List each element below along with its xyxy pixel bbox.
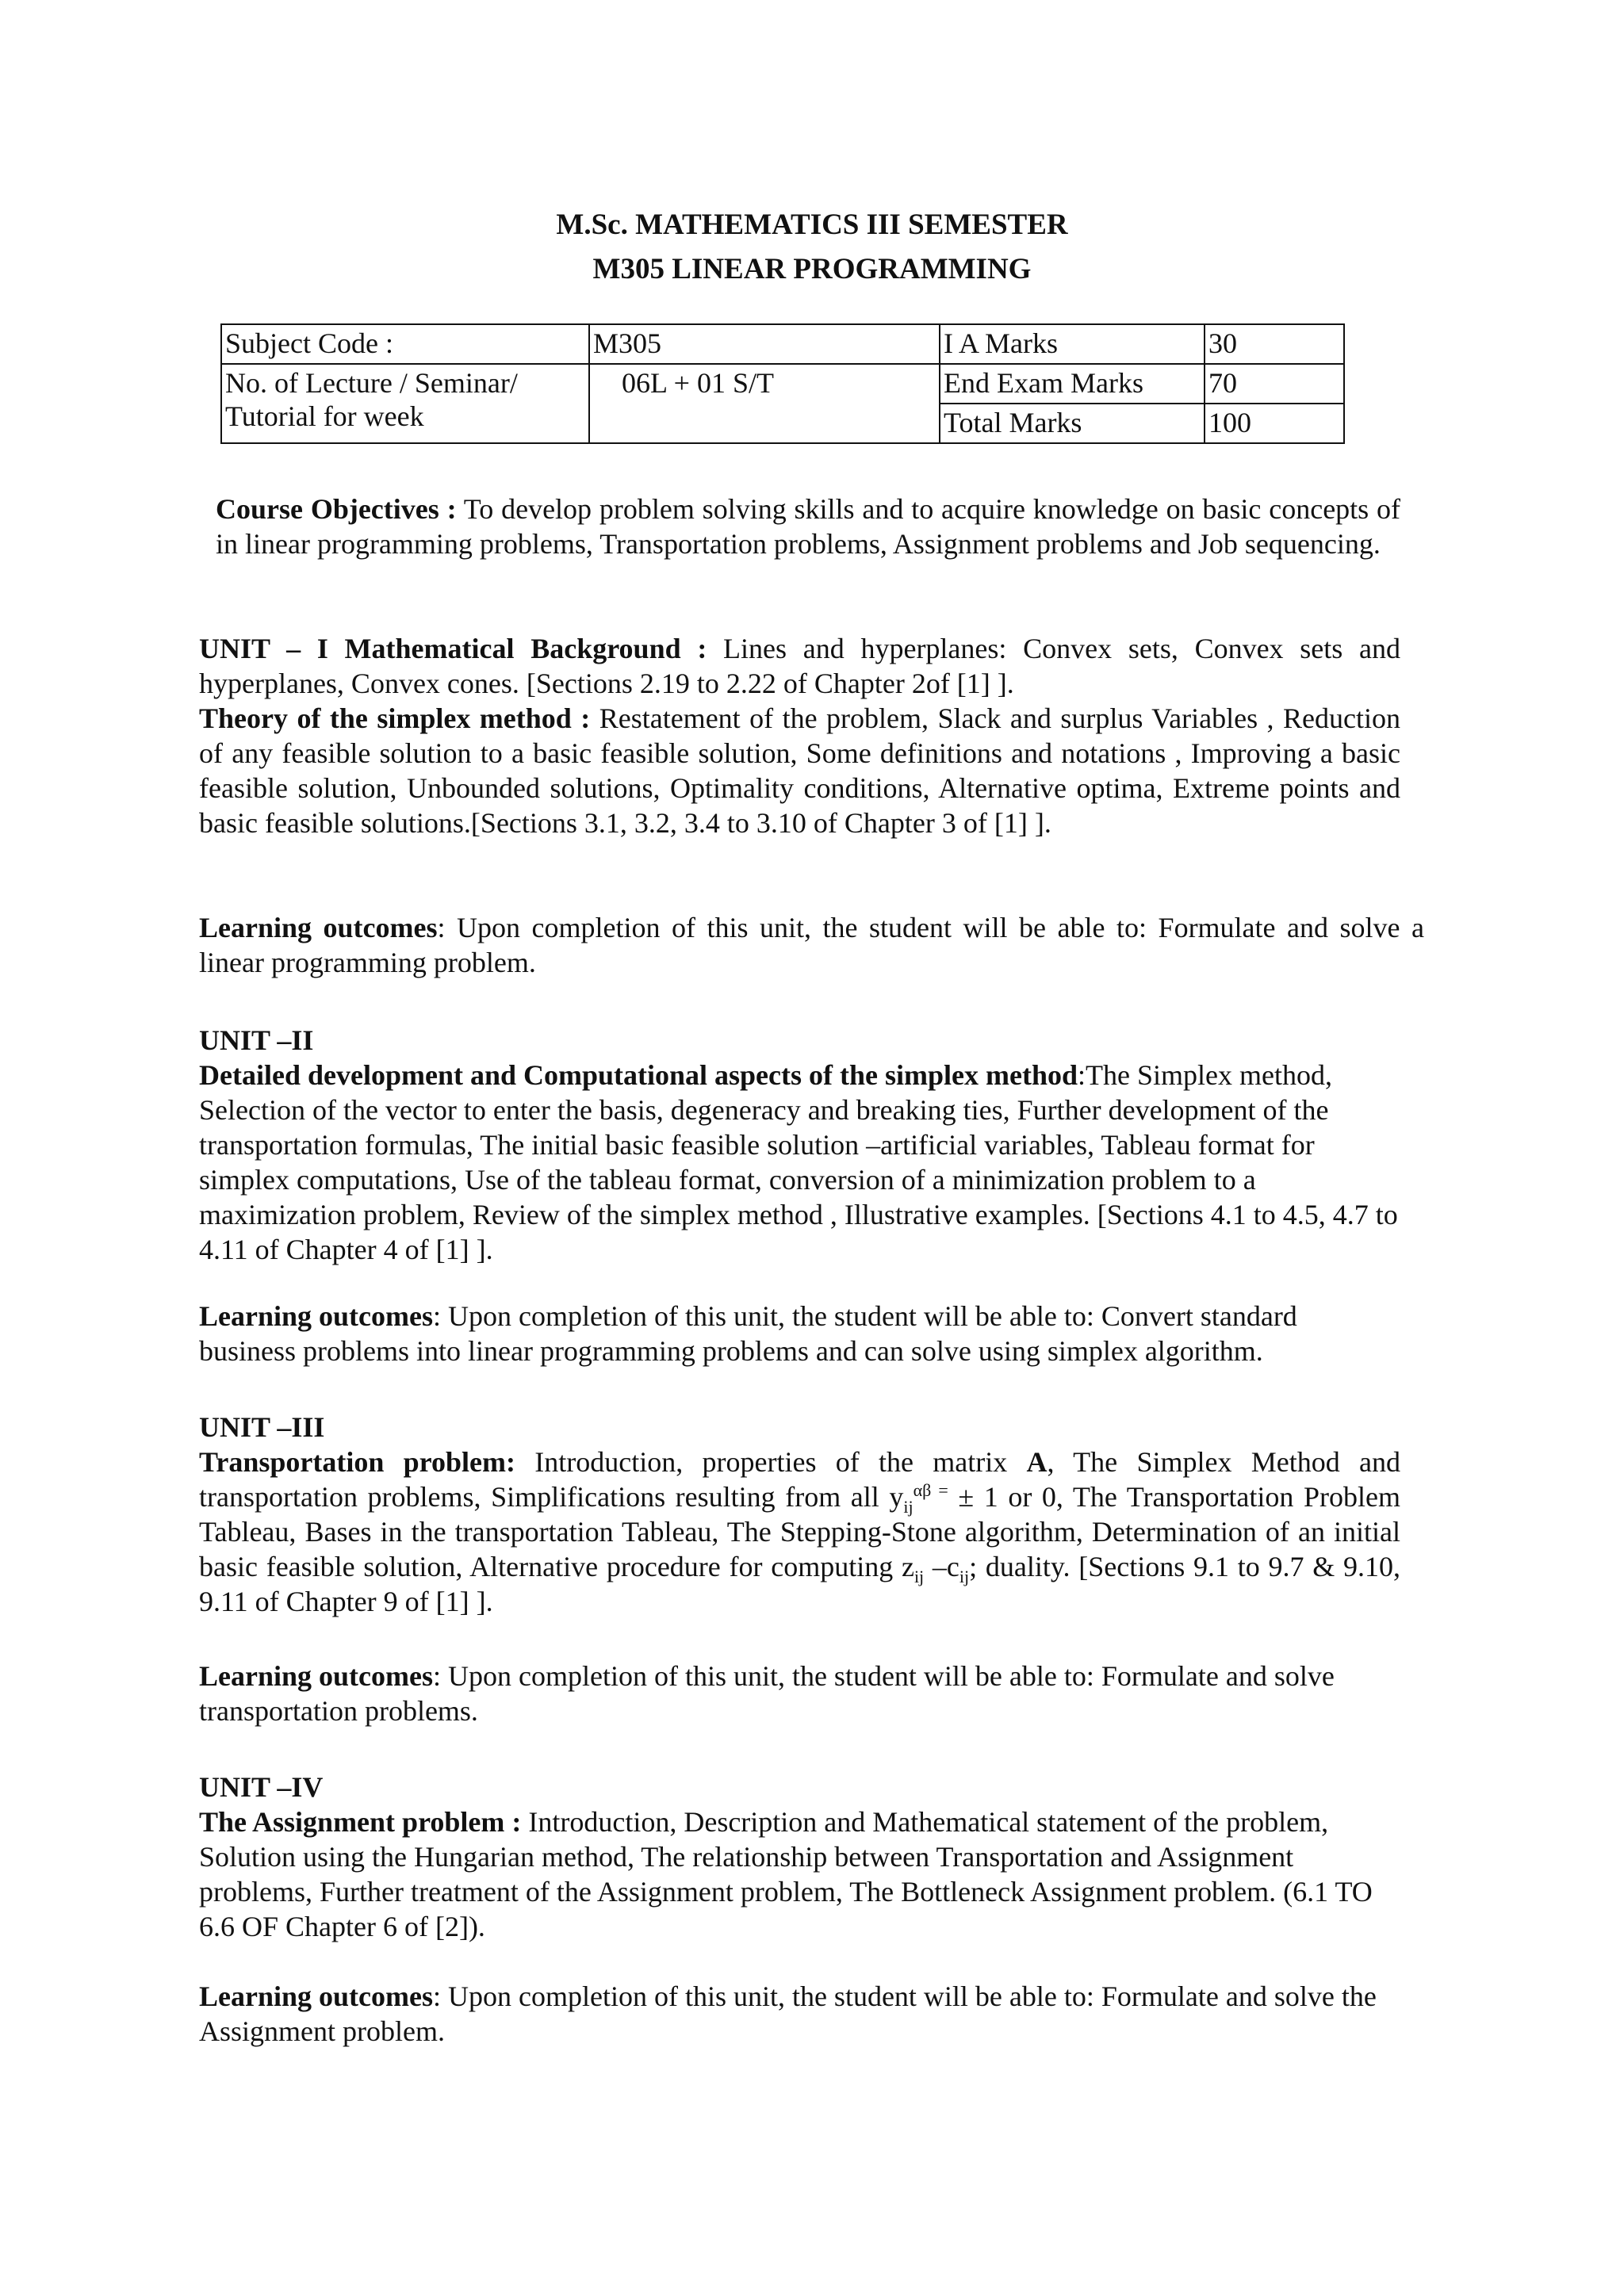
unit-4-learning-outcomes: [199, 1979, 1400, 2049]
unit-3-learning-outcomes: [199, 1659, 1400, 1728]
course-info-table: [220, 323, 1345, 444]
unit-2-subheading: Detailed development and Computational aspects of the simplex method: [199, 1059, 1078, 1091]
unit-1-content: [199, 631, 1400, 840]
total-marks-label: Total Marks: [940, 404, 1205, 443]
lo-label: Learning outcomes: [199, 912, 438, 943]
objectives-text: To develop problem solving skills and to acquire knowledge on basic concepts of in linear programming problems, Transportation problems, Assignment problems and Job sequencing.: [216, 493, 1401, 560]
lectures-label: No. of Lecture / Seminar/ Tutorial for week: [221, 364, 589, 443]
unit-1-heading: UNIT – I Mathematical Background :: [199, 633, 707, 664]
table-row: [221, 324, 1344, 364]
unit-3-heading: UNIT –III: [199, 1411, 325, 1443]
lectures-value: 06L + 01 S/T: [589, 364, 940, 443]
lo-label: Learning outcomes: [199, 1300, 433, 1332]
unit-2-text: :The Simplex method, Selection of the vector to enter the basis, degeneracy and breaking ties, Further development of the transportation formulas, The initial basic feasible solution –artificial variables, Tableau format for simplex computations, Use of the tableau format, conversion of a minimization problem to a maximization problem, Review of the simplex method , Illustrative examples. [Sections 4.1 to 4.5, 4.7 to 4.11 of Chapter 4 of [1] ].: [199, 1059, 1398, 1265]
course-objectives: [216, 492, 1400, 561]
lo-label: Learning outcomes: [199, 1980, 433, 2012]
paper-title: M305 LINEAR PROGRAMMING: [592, 253, 1032, 285]
total-marks-value: 100: [1205, 404, 1344, 443]
unit-2-heading: UNIT –II: [199, 1024, 314, 1056]
unit-1-text: Lines and hyperplanes: Convex sets, Convex sets and hyperplanes, Convex cones. [Sections 2.19 to 2.22 of Chapter 2of [1] ].: [199, 633, 1400, 699]
unit-2-learning-outcomes: [199, 1299, 1400, 1368]
unit-1-learning-outcomes: [199, 910, 1424, 980]
lo-text: : Upon completion of this unit, the student will be able to: Convert standard business problems into linear programming problems and can solve using simplex algorithm.: [199, 1300, 1297, 1367]
unit-4-subheading: The Assignment problem :: [199, 1806, 522, 1838]
unit-2-content: [199, 1058, 1400, 1267]
unit-3-content: Transportation problem: Introduction, properties of the matrix A, The Simplex Method and transportation problems, Simplifications resulting from all $y_{ij}^{\alpha\beta =} \pm 1$ or 0, The Transportation Problem Tableau, Bases in the transportation Tableau, The Stepping-Stone algorithm, Determination of an initial basic feasible solution, Alternative procedure for computing $z_{ij}$ $-c_{ij}$; duality. [Sections 9.1 to 9.7 & 9.10, 9.11 of Chapter 9 of [1] ].: [199, 1446, 1400, 1617]
end-exam-label: End Exam Marks: [940, 364, 1205, 404]
course-title: M.Sc. MATHEMATICS III SEMESTER: [556, 209, 1068, 241]
unit-4-content: [199, 1804, 1400, 1944]
unit-4-text: Introduction, Description and Mathematical statement of the problem, Solution using the Hungarian method, The relationship between Transportation and Assignment problems, Further treatment of the Assignment problem, The Bottleneck Assignment problem. (6.1 TO 6.6 OF Chapter 6 of [2]).: [199, 1806, 1373, 1942]
unit-1-subheading: Theory of the simplex method :: [199, 702, 591, 734]
unit-1-subtext: Restatement of the problem, Slack and surplus Variables , Reduction of any feasible solution to a basic feasible solution, Some definitions and notations , Improving a basic feasible solution, Unbounded solutions, Optimality conditions, Alternative optima, Extreme points and basic feasible solutions.[Sections 3.1, 3.2, 3.4 to 3.10 of Chapter 3 of [1] ].: [199, 702, 1400, 839]
subject-code-value: M305: [589, 324, 940, 364]
subject-code-label: Subject Code :: [221, 324, 589, 364]
matrix-a: A: [1026, 1446, 1048, 1478]
unit-4-heading: UNIT –IV: [199, 1771, 324, 1803]
objectives-label: Course Objectives :: [216, 493, 457, 525]
ia-marks-label: I A Marks: [940, 324, 1205, 364]
unit-3-subheading: Transportation problem:: [199, 1446, 515, 1478]
lo-label: Learning outcomes: [199, 1660, 433, 1692]
lo-text: : Upon completion of this unit, the student will be able to: Formulate and solve a linear programming problem.: [199, 912, 1424, 978]
lo-text: : Upon completion of this unit, the student will be able to: Formulate and solve the Assignment problem.: [199, 1980, 1377, 2047]
table-row: [221, 364, 1344, 404]
lo-text: : Upon completion of this unit, the student will be able to: Formulate and solve transportation problems.: [199, 1660, 1335, 1727]
end-exam-value: 70: [1205, 364, 1344, 404]
ia-marks-value: 30: [1205, 324, 1344, 364]
